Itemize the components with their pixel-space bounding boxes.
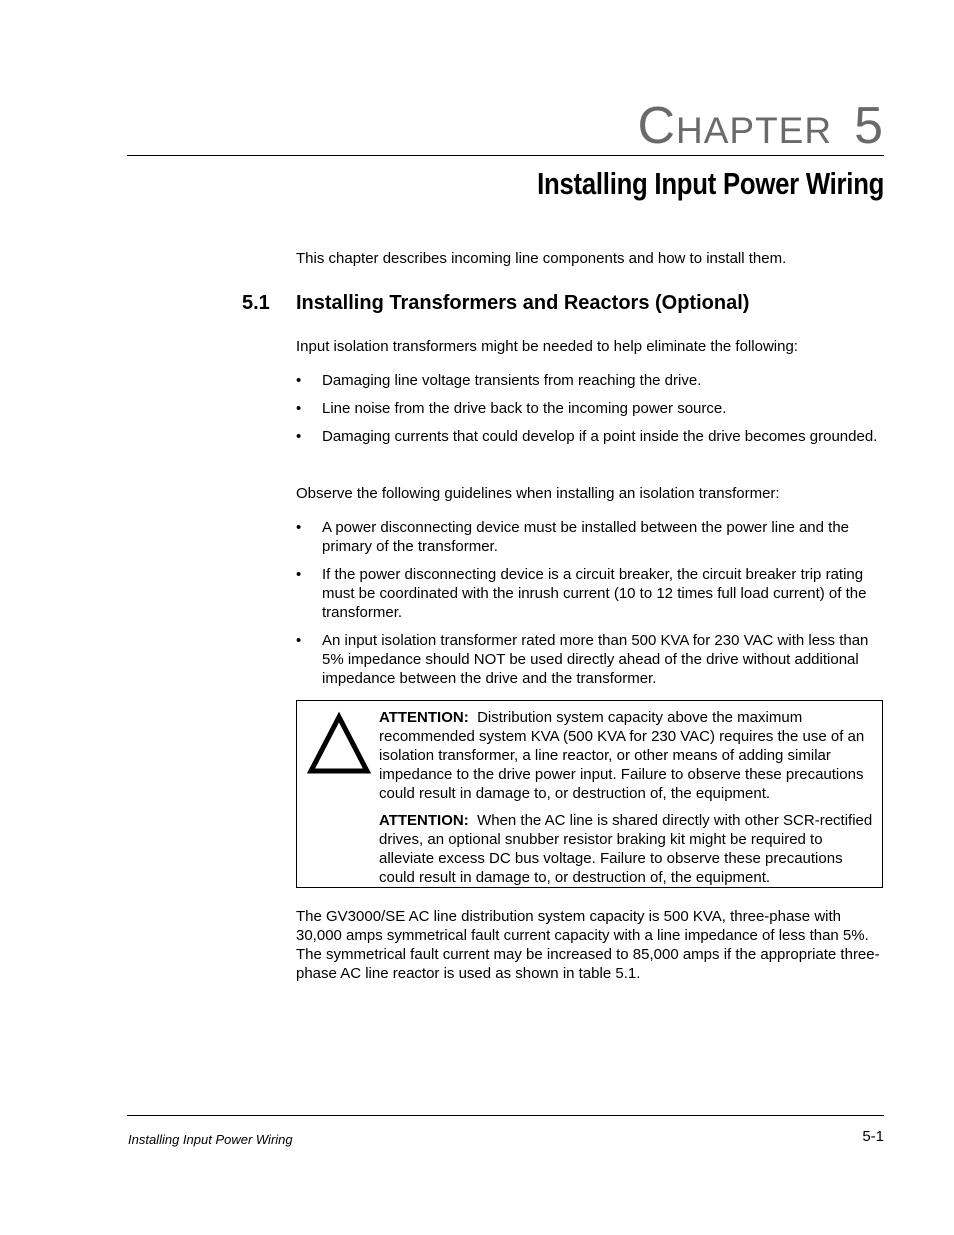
- section-title: Installing Transformers and Reactors (Optional): [296, 292, 750, 314]
- paragraph-3: The GV3000/SE AC line distribution system capacity is 500 KVA, three-phase with 30,000 amps symmetrical fault current capacity with a line impedance of less than 5%. The symmetrical fault current may be increased to 85,000 amps if the appropriate three-phase AC line reactor is used as shown in table 5.1.: [296, 908, 880, 982]
- bullet-symbol: •: [296, 566, 302, 583]
- list-item-text: If the power disconnecting device is a circuit breaker, the circuit breaker trip rating must be coordinated with the inrush current (10 to 12 times full load current) of the transformer.: [322, 566, 867, 621]
- attention-box: [296, 700, 883, 888]
- section-heading: [242, 292, 749, 315]
- page-number: 5-1: [862, 1128, 884, 1145]
- list-item-text: Line noise from the drive back to the incoming power source.: [322, 400, 727, 417]
- attention-text: Distribution system capacity above the maximum recommended system KVA (500 KVA for 230 VAC) requires the use of an isolation transformer, a line reactor, or other means of adding similar impedance to the drive power input. Failure to observe these precautions could result in damage to, or destruction of, the equipment.: [379, 709, 865, 802]
- bullet-list-2: [296, 518, 881, 688]
- list-item: [296, 399, 881, 418]
- chapter-number: 5: [854, 97, 884, 155]
- intro-paragraph: This chapter describes incoming line components and how to install them.: [296, 250, 787, 267]
- list-item-text: Damaging currents that could develop if a point inside the drive becomes grounded.: [322, 428, 878, 445]
- chapter-title: Installing Input Power Wiring: [536, 166, 884, 201]
- attention-paragraph-1: [379, 708, 879, 803]
- footer-rule: [127, 1115, 884, 1116]
- attention-label: ATTENTION:: [379, 709, 469, 726]
- list-item-text: A power disconnecting device must be installed between the power line and the primary of the transformer.: [322, 519, 849, 555]
- bullet-symbol: •: [296, 428, 302, 445]
- header-rule: [127, 155, 884, 156]
- chapter-label: [637, 97, 884, 155]
- attention-paragraph-2: [379, 811, 879, 887]
- bullet-symbol: •: [296, 519, 302, 536]
- chapter-word-initial: C: [637, 97, 676, 155]
- list-item: [296, 427, 881, 446]
- list-item: [296, 371, 881, 390]
- attention-text: When the AC line is shared directly with other SCR-rectified drives, an optional snubber resistor braking kit might be required to alleviate excess DC bus voltage. Failure to observe these precautions could result in damage to, or destruction of, the equipment.: [379, 812, 873, 886]
- list-item: [296, 518, 881, 556]
- bullet-symbol: •: [296, 632, 302, 649]
- warning-triangle-icon: [307, 711, 371, 775]
- list-item: [296, 631, 881, 688]
- list-item: [296, 565, 881, 622]
- attention-label: ATTENTION:: [379, 812, 469, 829]
- chapter-word-rest: HAPTER: [676, 110, 833, 151]
- bullet-symbol: •: [296, 372, 302, 389]
- paragraph-2: Observe the following guidelines when installing an isolation transformer:: [296, 485, 780, 502]
- bullet-list-1: [296, 371, 881, 446]
- list-item-text: Damaging line voltage transients from reaching the drive.: [322, 372, 702, 389]
- paragraph-1: Input isolation transformers might be needed to help eliminate the following:: [296, 338, 798, 355]
- list-item-text: An input isolation transformer rated more than 500 KVA for 230 VAC with less than 5% impedance should NOT be used directly ahead of the drive without additional impedance between the drive and the transformer.: [322, 632, 869, 687]
- footer-title: Installing Input Power Wiring: [128, 1132, 293, 1147]
- section-number: 5.1: [242, 292, 270, 314]
- bullet-symbol: •: [296, 400, 302, 417]
